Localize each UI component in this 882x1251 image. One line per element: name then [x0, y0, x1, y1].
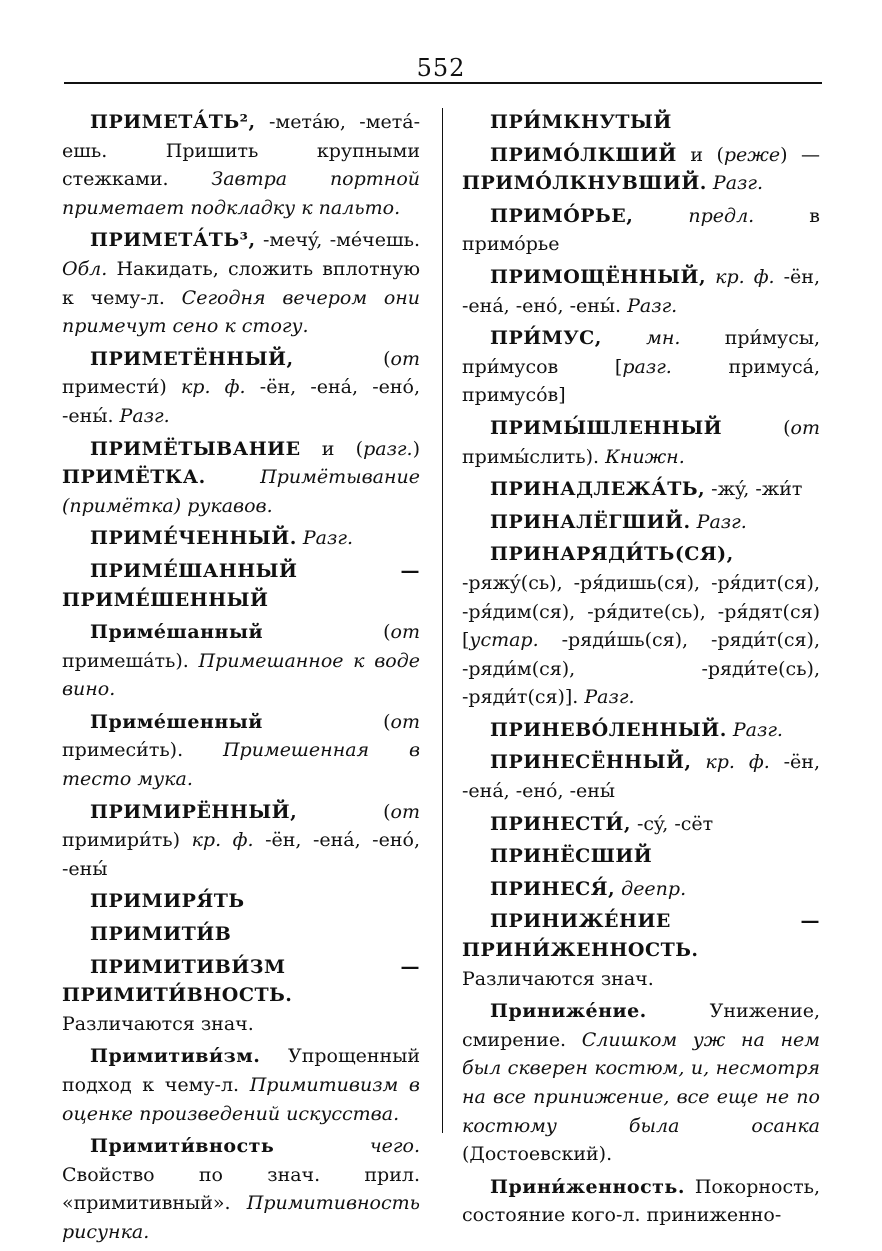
headword: ПРИНИЖЕ́НИЕ — ПРИНИ́ЖЕННОСТЬ.: [462, 910, 820, 962]
headword: Прини́женность.: [490, 1175, 685, 1198]
headword: ПРИМО́РЬЕ,: [490, 204, 634, 227]
dictionary-entry: ПРИМОЩЁННЫЙ, кр. ф. -ён, -енá, -енó, -ены́. Разг.: [462, 265, 820, 317]
dictionary-entry: [462, 842, 820, 871]
headword: ПРИМИРЁННЫЙ,: [90, 800, 298, 823]
dictionary-entry: ПРИНЕСЯ́, деепр.: [490, 877, 687, 900]
dictionary-entry: ПРИНЕВО́ЛЕННЫЙ. Разг.: [490, 718, 783, 741]
headword: ПРИНЁСШИЙ: [490, 845, 653, 868]
dictionary-entry: Прини́женность. Покорность, состояние кого-л. приниженно-: [462, 1175, 820, 1227]
dictionary-entry: ПРИМЕ́ЧЕННЫЙ. Разг.: [90, 527, 353, 550]
headword: ПРИМЫ́ШЛЕННЫЙ: [490, 416, 723, 439]
headword: ПРИМО́ЛКШИЙ: [490, 143, 677, 166]
page-number: 552: [416, 54, 466, 82]
headword: ПРИ́МКНУТЫЙ: [490, 111, 672, 133]
headword: ПРИМЁТЫВАНИЕ: [90, 437, 301, 460]
headword: ПРИМОЩЁННЫЙ,: [490, 265, 707, 288]
header-rule: [64, 82, 822, 84]
headword: ПРИМИРЯ́ТЬ: [90, 890, 245, 913]
dictionary-entry: [62, 557, 420, 614]
column-divider: [442, 108, 443, 1133]
headword: ПРИМИТИВИ́ЗМ — ПРИМИТИ́ВНОСТЬ.: [62, 955, 420, 1007]
headword: ПРИМЕТА́ТЬ³,: [90, 229, 256, 252]
dictionary-entry: ПРИМЁТЫВАНИЕ и (разг.) ПРИМЁТКА. Примётывание (примётка) рукавов.: [62, 437, 420, 517]
headword: ПРИМЕ́ШАННЫЙ — ПРИМЕ́ШЕННЫЙ: [62, 559, 420, 611]
dictionary-entry: [462, 108, 820, 137]
headword: ПРИНАРЯДИ́ТЬ(СЯ),: [490, 543, 734, 566]
headword: ПРИНЕСЁННЫЙ,: [490, 751, 692, 774]
dictionary-entry: ПРИМО́ЛКШИЙ и (реже) — ПРИМО́ЛКНУВШИЙ. Разг.: [462, 143, 821, 195]
headword: ПРИМЕ́ЧЕННЫЙ.: [90, 527, 297, 550]
headword: Примитиви́зм.: [90, 1045, 261, 1068]
dictionary-entry: ПРИ́МУС, мн. при́мусы, при́мусов [разг. примусá, примусóв]: [462, 327, 820, 407]
dictionary-entry: Приме́шенный (от примеси́ть). Примешенная в тесто мука.: [62, 710, 421, 791]
headword: ПРИНЕВО́ЛЕННЫЙ.: [490, 718, 727, 741]
dictionary-entry: [62, 920, 420, 949]
headword: ПРИ́МУС,: [490, 327, 602, 350]
right-column: [462, 108, 820, 1234]
dictionary-entry: ПРИМЫ́ШЛЕННЫЙ (от примы́слить). Книжн.: [462, 416, 820, 468]
dictionary-entry: Примитиви́зм. Упрощенный подход к чему-л. Примитивизм в оценке произведений искусства.: [62, 1045, 420, 1125]
dictionary-entry: ПРИНАДЛЕЖА́ТЬ, -жý, -жи́т: [490, 478, 803, 501]
left-column: [62, 108, 420, 1251]
dictionary-entry: ПРИНЕСЁННЫЙ, кр. ф. -ён, -енá, -енó, -ены́: [462, 751, 820, 803]
dictionary-entry: ПРИМЕТА́ТЬ³, -мечý, -мéчешь. Обл. Накидать, сложить вплотную к чему-л. Сегодня вечером они примечут сено к стогу.: [62, 229, 421, 338]
dictionary-entry: ПРИНАЛЁГШИЙ. Разг.: [490, 510, 747, 533]
dictionary-entry: ПРИМЕТА́ТЬ², -метáю, -метá-ешь. Пришить крупными стежками. Завтра портной приметает подкладку к пальто.: [62, 111, 420, 219]
dictionary-entry: Примити́вность чего. Свойство по знач. прил. «примитивный». Примитивность рисунка.: [62, 1135, 420, 1243]
headword: Примити́вность: [90, 1135, 275, 1158]
dictionary-entry: Приниже́ние. Унижение, смирение. Слишком уж на нем был скверен костюм, и, несмотря на все принижение, все еще не по костюму была осанка (Достоевский).: [462, 1000, 820, 1166]
headword: ПРИНАЛЁГШИЙ.: [490, 510, 691, 533]
dictionary-entry: ПРИНИЖЕ́НИЕ — ПРИНИ́ЖЕННОСТЬ. Различаются знач.: [462, 910, 820, 990]
dictionary-entry: ПРИНАРЯДИ́ТЬ(СЯ), -ряжý(сь), -ря́дишь(ся), -ря́дит(ся), -ря́дим(ся), -ря́дите(сь), -ря́дят(ся) [устар. -ряди́шь(ся), -ряди́т(ся), -ряди́м(ся), -ряди́те(сь), -ряди́т(ся)]. Разг.: [462, 543, 820, 709]
headword: ПРИМЕТЁННЫЙ,: [90, 347, 294, 370]
headword: ПРИНЕСЯ́,: [490, 877, 616, 900]
headword: Приниже́ние.: [490, 1000, 647, 1023]
headword: ПРИНЕСТИ́,: [490, 812, 631, 835]
headword: Приме́шанный: [90, 621, 264, 644]
headword: ПРИМЕТА́ТЬ²,: [90, 111, 256, 133]
dictionary-entry: Приме́шанный (от примешáть). Примешанное к воде вино.: [62, 621, 420, 701]
headword: ПРИМИТИ́В: [90, 923, 232, 946]
dictionary-entry: ПРИМИТИВИ́ЗМ — ПРИМИТИ́ВНОСТЬ. Различаются знач.: [62, 955, 420, 1035]
dictionary-entry: ПРИМО́РЬЕ, предл. в примóрье: [462, 204, 820, 256]
dictionary-entry: [62, 887, 420, 916]
dictionary-entry: ПРИМИРЁННЫЙ, (от примири́ть) кр. ф. -ён, -енá, -енó, -ены́: [62, 800, 420, 880]
headword: Приме́шенный: [90, 710, 263, 733]
headword: ПРИНАДЛЕЖА́ТЬ,: [490, 478, 706, 501]
dictionary-entry: ПРИМЕТЁННЫЙ, (от примести́) кр. ф. -ён, -енá, -енó, -ены́. Разг.: [62, 347, 421, 427]
dictionary-entry: ПРИНЕСТИ́, -сý, -сёт: [490, 812, 714, 835]
